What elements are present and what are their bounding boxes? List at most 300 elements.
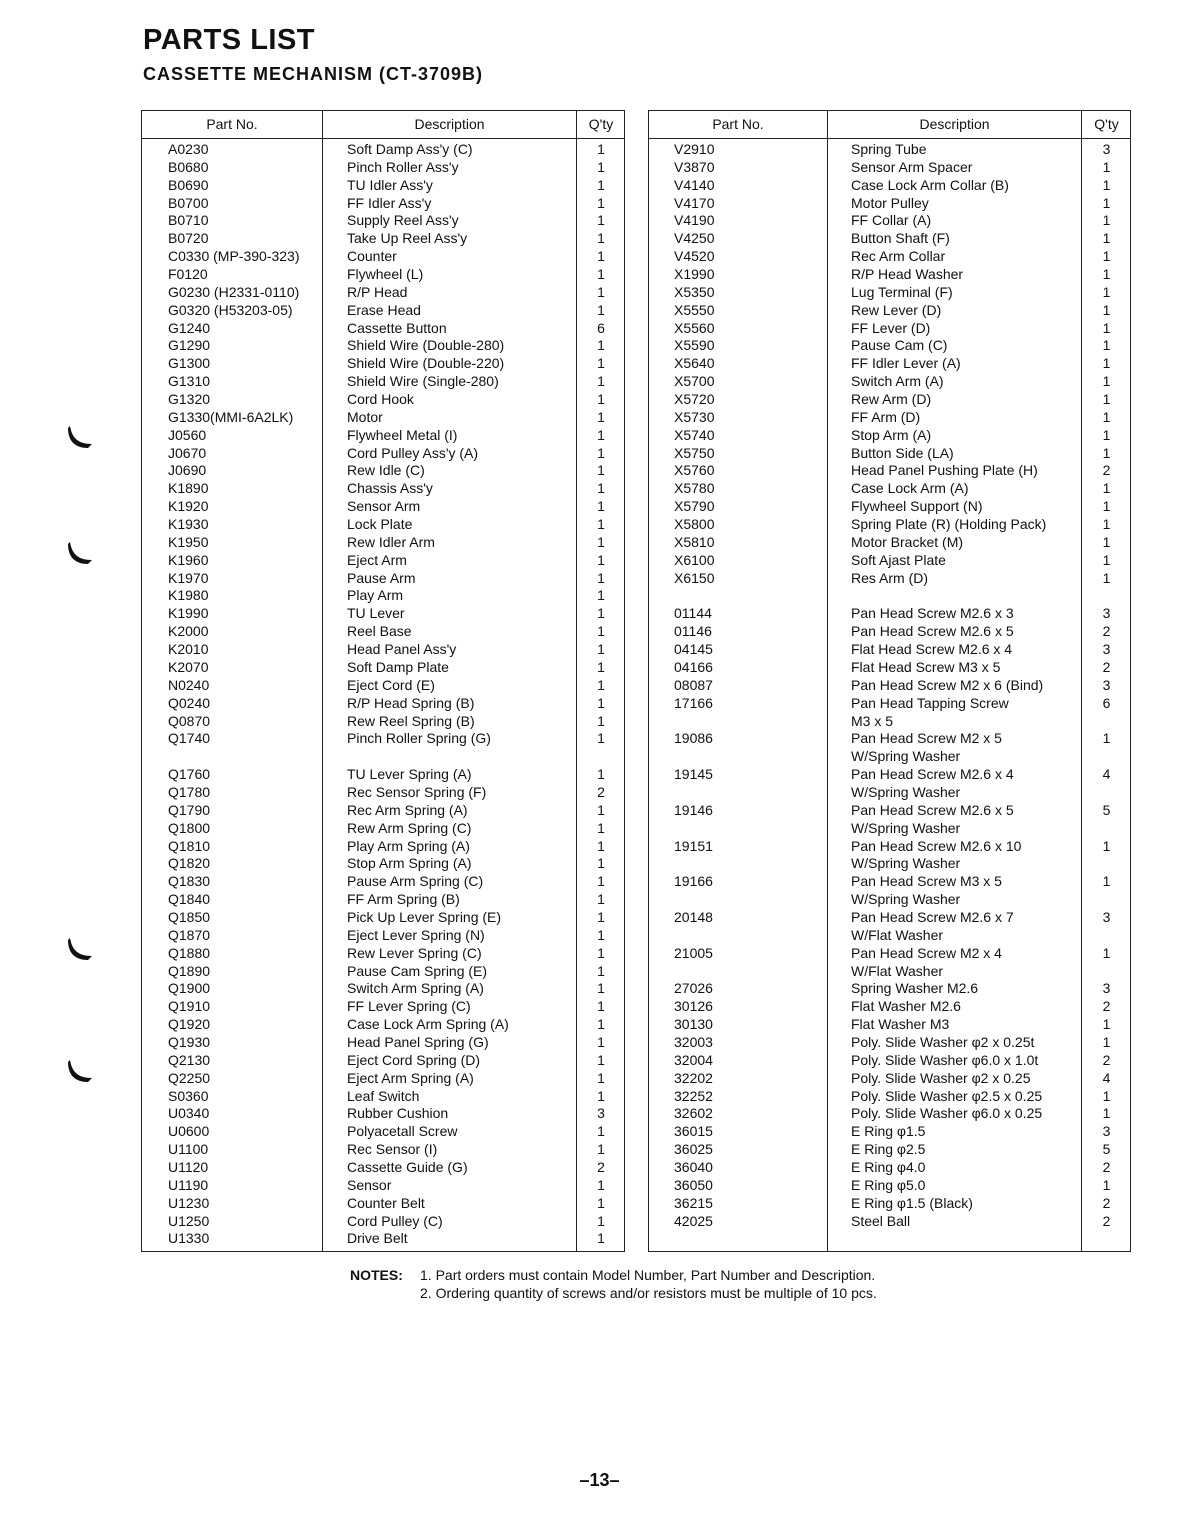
part-qty: 1 [597, 712, 605, 729]
part-number: 42025 [674, 1212, 713, 1229]
part-qty: 1 [597, 498, 605, 515]
part-qty: 1 [597, 569, 605, 586]
part-number: G1310 [168, 373, 211, 390]
table-row [142, 1230, 624, 1248]
table-row [649, 445, 1130, 463]
table-row [142, 373, 624, 391]
table-row [649, 1177, 1130, 1195]
part-qty: 1 [1102, 837, 1111, 854]
part-number: X5730 [674, 408, 715, 425]
part-qty: 1 [597, 837, 605, 854]
part-number: G1240 [168, 319, 211, 336]
part-description: Polyacetall Screw [347, 1123, 458, 1140]
part-number: 27026 [674, 980, 713, 997]
part-description: Flywheel Metal (I) [347, 426, 458, 443]
part-description: Pick Up Lever Spring (E) [347, 908, 502, 925]
parts-table-left [141, 110, 625, 1252]
part-qty: 1 [597, 658, 605, 675]
part-description: Shield Wire (Single-280) [347, 373, 499, 390]
part-qty: 1 [597, 908, 605, 925]
table-row [649, 1088, 1130, 1106]
part-qty: 1 [1102, 498, 1111, 515]
part-qty: 1 [597, 962, 605, 979]
part-number: K1990 [168, 605, 209, 622]
part-description: Play Arm Spring (A) [347, 837, 470, 854]
part-qty: 3 [1102, 641, 1111, 658]
part-number: Q2250 [168, 1069, 211, 1086]
table-row [142, 873, 624, 891]
part-qty: 2 [1102, 1051, 1111, 1068]
table-row [142, 998, 624, 1016]
part-number: U1230 [168, 1194, 210, 1211]
part-number: N0240 [168, 676, 210, 693]
part-qty: 1 [597, 1069, 605, 1086]
part-number: 30126 [674, 998, 713, 1015]
part-qty: 1 [1102, 533, 1111, 550]
part-description: Rew Idler Arm [347, 533, 435, 550]
part-description: Cassette Button [347, 319, 447, 336]
table-row [649, 1123, 1130, 1141]
part-qty: 1 [597, 1176, 605, 1193]
part-number: Q1870 [168, 926, 211, 943]
table-row [142, 534, 624, 552]
part-description: Rew Arm (D) [851, 391, 932, 408]
part-description: Stop Arm Spring (A) [347, 855, 472, 872]
table-row [649, 409, 1130, 427]
part-number: Q1780 [168, 783, 211, 800]
part-description: Flywheel (L) [347, 266, 424, 283]
part-qty: 1 [597, 944, 605, 961]
page-number: –13– [579, 1470, 620, 1490]
part-description: E Ring φ4.0 [851, 1158, 926, 1175]
part-qty: 2 [597, 1158, 605, 1175]
part-qty: 1 [597, 480, 605, 497]
part-number: Q1800 [168, 819, 211, 836]
part-number: 32602 [674, 1105, 713, 1122]
part-number: X5810 [674, 533, 715, 550]
table-row [649, 248, 1130, 266]
table-row [142, 337, 624, 355]
page-subtitle: CASSETTE MECHANISM (CT-3709B) [143, 64, 484, 84]
table-row [649, 659, 1130, 677]
part-qty: 1 [597, 605, 605, 622]
part-description: Poly. Slide Washer φ6.0 x 1.0t [851, 1051, 1039, 1068]
part-qty: 1 [1102, 158, 1111, 175]
part-description: Poly. Slide Washer φ6.0 x 0.25 [851, 1105, 1043, 1122]
part-description: Flywheel Support (N) [851, 498, 983, 515]
part-description: Pan Head Screw M2.6 x 5 [851, 623, 1014, 640]
part-number: V4140 [674, 176, 715, 193]
part-qty: 1 [597, 391, 605, 408]
table-row [142, 141, 624, 159]
part-number: Q1820 [168, 855, 211, 872]
part-number: U1120 [168, 1158, 209, 1175]
part-number: X5590 [674, 337, 715, 354]
part-description: Case Lock Arm Collar (B) [851, 176, 1009, 193]
part-qty: 1 [597, 694, 605, 711]
part-description: E Ring φ5.0 [851, 1176, 926, 1193]
table-row [142, 355, 624, 373]
table-row [142, 195, 624, 213]
part-number: J0670 [168, 444, 207, 461]
table-row [142, 409, 624, 427]
table-row [142, 784, 624, 802]
part-qty: 2 [1102, 658, 1111, 675]
part-description: Counter [347, 248, 397, 265]
part-number: X6100 [674, 551, 715, 568]
part-qty: 2 [1102, 462, 1111, 479]
part-number: Q1930 [168, 1033, 211, 1050]
table-row [142, 1195, 624, 1213]
part-description: Reel Base [347, 623, 412, 640]
part-description: Spring Tube [851, 141, 927, 157]
part-number: 04166 [674, 658, 713, 675]
table-row [649, 980, 1130, 998]
binder-hook-mark [66, 424, 94, 450]
header-description: Description [414, 116, 485, 132]
table-row [649, 480, 1130, 498]
table-row [649, 302, 1130, 320]
part-qty: 1 [597, 766, 605, 783]
part-number: Q1900 [168, 980, 211, 997]
table-row [142, 1213, 624, 1231]
part-qty: 1 [597, 855, 605, 872]
part-qty: 1 [597, 301, 605, 318]
part-number: Q1910 [168, 998, 211, 1015]
note-item: 2. Ordering quantity of screws and/or resistors must be multiple of 10 pcs. [420, 1285, 877, 1301]
part-description: Cord Pulley Ass'y (A) [347, 444, 479, 461]
table-row [649, 641, 1130, 659]
part-description: Button Shaft (F) [851, 230, 950, 247]
part-description: TU Lever Spring (A) [347, 766, 472, 783]
part-qty: 1 [597, 337, 605, 354]
table-row [142, 713, 624, 731]
part-qty: 1 [597, 176, 605, 193]
part-description: Eject Cord Spring (D) [347, 1051, 481, 1068]
part-qty: 1 [597, 1212, 605, 1229]
part-number: S0360 [168, 1087, 209, 1104]
part-qty: 1 [597, 248, 605, 265]
part-description: E Ring φ1.5 [851, 1123, 926, 1140]
part-qty: 1 [1102, 426, 1111, 443]
part-qty: 1 [597, 426, 605, 443]
part-description: Take Up Reel Ass'y [347, 230, 468, 247]
table-row [142, 1034, 624, 1052]
part-number: 17166 [674, 694, 713, 711]
part-qty: 3 [1102, 141, 1111, 157]
part-description: Button Side (LA) [851, 444, 954, 461]
part-number: K1920 [168, 498, 209, 515]
table-row [649, 534, 1130, 552]
part-description: M3 x 5 [851, 712, 894, 729]
part-description: Pause Cam Spring (E) [347, 962, 488, 979]
part-description: TU Lever [347, 605, 405, 622]
table-row [649, 516, 1130, 534]
table-row [142, 605, 624, 623]
part-qty: 1 [597, 355, 605, 372]
part-number: 01144 [674, 605, 712, 622]
part-number: 30130 [674, 1016, 713, 1033]
part-qty: 1 [597, 891, 605, 908]
part-description: Head Panel Ass'y [347, 641, 457, 658]
table-row [142, 802, 624, 820]
part-number: 19151 [674, 837, 713, 854]
part-number: V2910 [674, 141, 715, 157]
part-description: Pinch Roller Ass'y [347, 158, 459, 175]
part-number: U0600 [168, 1123, 210, 1140]
table-row [649, 1105, 1130, 1123]
part-description: Switch Arm Spring (A) [347, 980, 484, 997]
part-number: G1330(MMI-6A2LK) [168, 408, 294, 425]
table-row [142, 480, 624, 498]
part-description: W/Spring Washer [851, 891, 961, 908]
part-description: E Ring φ2.5 [851, 1141, 926, 1158]
part-qty: 1 [597, 1230, 605, 1247]
part-number: B0690 [168, 176, 209, 193]
part-number: K2070 [168, 658, 209, 675]
part-number: Q1850 [168, 908, 211, 925]
part-description: Rew Reel Spring (B) [347, 712, 475, 729]
part-description: Rec Arm Spring (A) [347, 801, 468, 818]
part-qty: 1 [597, 194, 605, 211]
part-qty: 1 [597, 1016, 605, 1033]
table-row [649, 284, 1130, 302]
part-description: Pinch Roller Spring (G) [347, 730, 491, 747]
part-number: 04145 [674, 641, 713, 658]
part-number: K1930 [168, 516, 209, 533]
part-description: Rew Lever Spring (C) [347, 944, 482, 961]
part-qty: 1 [1102, 319, 1111, 336]
table-row [142, 427, 624, 445]
part-number: X6150 [674, 569, 715, 586]
table-row [649, 695, 1130, 713]
part-qty: 1 [1102, 373, 1111, 390]
table-row [649, 195, 1130, 213]
part-number: X5750 [674, 444, 715, 461]
table-row [142, 945, 624, 963]
part-description: Leaf Switch [347, 1087, 420, 1104]
table-row [649, 212, 1130, 230]
table-row [649, 570, 1130, 588]
table-row [142, 302, 624, 320]
part-qty: 1 [597, 1123, 605, 1140]
part-description: Poly. Slide Washer φ2.5 x 0.25 [851, 1087, 1043, 1104]
header-qty: Q'ty [588, 116, 614, 132]
part-number: X5350 [674, 283, 715, 300]
table-row [649, 462, 1130, 480]
part-number: J0690 [168, 462, 207, 479]
table-row [142, 516, 624, 534]
table-row [649, 1016, 1130, 1034]
table-row [649, 855, 1130, 873]
table-row [142, 838, 624, 856]
part-number: Q1890 [168, 962, 211, 979]
part-description: Head Panel Pushing Plate (H) [851, 462, 1038, 479]
part-description: W/Flat Washer [851, 962, 944, 979]
part-number: K1980 [168, 587, 209, 604]
part-number: X5760 [674, 462, 715, 479]
part-description: Pan Head Screw M2 x 5 [851, 730, 1002, 747]
part-description: Pan Head Screw M2.6 x 4 [851, 766, 1014, 783]
part-number: V3870 [674, 158, 715, 175]
part-qty: 1 [597, 998, 605, 1015]
part-qty: 2 [1102, 1158, 1111, 1175]
table-row [142, 659, 624, 677]
table-row [142, 1105, 624, 1123]
part-qty: 1 [597, 730, 605, 747]
part-description: Rew Lever (D) [851, 301, 942, 318]
part-description: Eject Cord (E) [347, 676, 435, 693]
part-number: G0230 (H2331-0110) [168, 283, 300, 300]
table-row [142, 623, 624, 641]
part-number: X1990 [674, 266, 715, 283]
part-number: 08087 [674, 676, 713, 693]
table-row [649, 1213, 1130, 1231]
table-row [142, 855, 624, 873]
part-qty: 1 [597, 926, 605, 943]
part-description: FF Collar (A) [851, 212, 932, 229]
part-qty: 5 [1102, 1141, 1111, 1158]
part-number: F0120 [168, 266, 208, 283]
part-description: Res Arm (D) [851, 569, 928, 586]
part-qty: 1 [1102, 283, 1111, 300]
part-number: 36040 [674, 1158, 713, 1175]
table-row [649, 177, 1130, 195]
table-row [649, 1159, 1130, 1177]
part-qty: 1 [1102, 266, 1111, 283]
table-row [649, 784, 1130, 802]
part-qty: 1 [597, 1087, 605, 1104]
table-row [142, 1052, 624, 1070]
table-row [649, 552, 1130, 570]
part-number: 19146 [674, 801, 713, 818]
table-row [649, 230, 1130, 248]
part-qty: 4 [1102, 766, 1111, 783]
part-description: Pause Arm Spring (C) [347, 873, 484, 890]
part-qty: 1 [597, 801, 605, 818]
part-qty: 1 [597, 230, 605, 247]
part-qty: 6 [1102, 694, 1111, 711]
part-number: Q1840 [168, 891, 211, 908]
table-row [142, 766, 624, 784]
table-row [142, 820, 624, 838]
table-row [649, 891, 1130, 909]
part-qty: 1 [1102, 301, 1111, 318]
part-description: Rew Arm Spring (C) [347, 819, 472, 836]
part-qty: 5 [1102, 801, 1111, 818]
part-description: Flat Washer M3 [851, 1016, 950, 1033]
part-qty: 1 [1102, 355, 1111, 372]
part-description: R/P Head [347, 283, 408, 300]
table-row [649, 945, 1130, 963]
part-description: Eject Lever Spring (N) [347, 926, 485, 943]
binder-hook-mark [66, 540, 94, 566]
part-number: J0560 [168, 426, 207, 443]
part-qty: 1 [597, 516, 605, 533]
part-description: Rec Arm Collar [851, 248, 946, 265]
part-description: Pan Head Screw M2 x 4 [851, 944, 1002, 961]
part-number: 36050 [674, 1176, 713, 1193]
part-qty: 1 [597, 283, 605, 300]
table-row [649, 427, 1130, 445]
table-row [142, 552, 624, 570]
table-row [649, 838, 1130, 856]
table-row [142, 159, 624, 177]
table-row [649, 320, 1130, 338]
part-number: K2000 [168, 623, 209, 640]
table-row [142, 695, 624, 713]
part-qty: 1 [1102, 569, 1111, 586]
part-qty: 1 [1102, 337, 1111, 354]
part-description: Cassette Guide (G) [347, 1158, 468, 1175]
table-row [142, 1141, 624, 1159]
part-number: Q1920 [168, 1016, 211, 1033]
table-row [142, 963, 624, 981]
part-description: Flat Head Screw M3 x 5 [851, 658, 1001, 675]
part-description: W/Flat Washer [851, 926, 944, 943]
part-description: Switch Arm (A) [851, 373, 944, 390]
table-row [649, 391, 1130, 409]
part-description: Soft Damp Plate [347, 658, 449, 675]
table-row [649, 355, 1130, 373]
table-row [142, 1016, 624, 1034]
part-number: K1970 [168, 569, 209, 586]
part-number: X5560 [674, 319, 715, 336]
table-row [649, 748, 1130, 766]
part-description: W/Spring Washer [851, 748, 961, 765]
table-row [142, 284, 624, 302]
part-number: Q2130 [168, 1051, 211, 1068]
part-qty: 1 [1102, 176, 1111, 193]
table-row [649, 766, 1130, 784]
part-qty: 2 [1102, 623, 1111, 640]
part-qty: 1 [597, 676, 605, 693]
part-qty: 1 [1102, 873, 1111, 890]
part-number: 32252 [674, 1087, 713, 1104]
part-number: 36015 [674, 1123, 713, 1140]
table-row [649, 677, 1130, 695]
part-number: X5700 [674, 373, 715, 390]
part-description: Flat Head Screw M2.6 x 4 [851, 641, 1013, 658]
part-number: V4170 [674, 194, 715, 211]
table-row [142, 445, 624, 463]
part-qty: 1 [597, 141, 605, 157]
part-description: Steel Ball [851, 1212, 911, 1229]
parts-table-right [648, 110, 1131, 1252]
part-description: Shield Wire (Double-220) [347, 355, 505, 372]
part-number: Q0240 [168, 694, 211, 711]
table-row [142, 570, 624, 588]
part-description: Sensor Arm Spacer [851, 158, 973, 175]
part-number: Q1760 [168, 766, 211, 783]
table-row [142, 909, 624, 927]
part-qty: 1 [1102, 1016, 1111, 1033]
table-row [142, 462, 624, 480]
table-row [649, 820, 1130, 838]
table-row [142, 1070, 624, 1088]
part-number: X5640 [674, 355, 715, 372]
part-number: U1250 [168, 1212, 210, 1229]
part-description: Soft Ajast Plate [851, 551, 946, 568]
part-description: FF Arm (D) [851, 408, 921, 425]
table-header [649, 111, 1130, 139]
part-number: 19086 [674, 730, 713, 747]
header-part-no: Part No. [206, 116, 258, 132]
part-description: Shield Wire (Double-280) [347, 337, 505, 354]
part-description: Spring Washer M2.6 [851, 980, 979, 997]
part-qty: 1 [1102, 444, 1111, 461]
part-qty: 1 [1102, 194, 1111, 211]
